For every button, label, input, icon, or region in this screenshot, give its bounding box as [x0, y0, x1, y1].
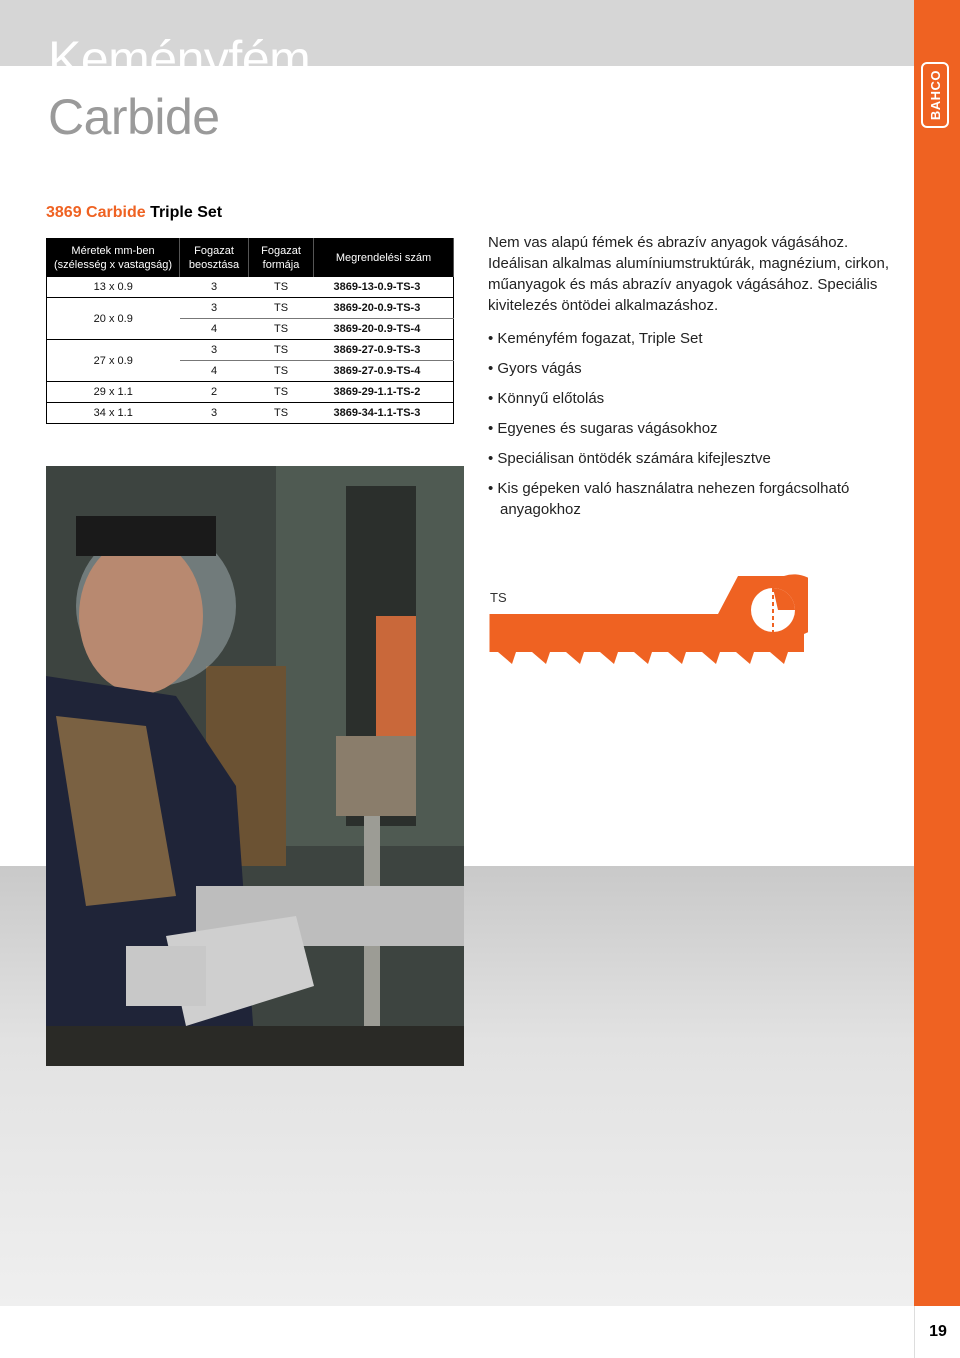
cell-order-code: 3869-20-0.9-TS-3: [314, 298, 454, 319]
specification-table: [46, 238, 454, 424]
header-size: Méretek mm-ben (szélesség x vastagság): [47, 239, 180, 278]
cell-size: 27 x 0.9: [47, 340, 180, 382]
cell-form: TS: [249, 277, 314, 298]
feature-item: • Speciálisan öntödék számára kifejlesztve: [488, 450, 771, 467]
cell-form: TS: [249, 340, 314, 361]
feature-item: • Kis gépeken való használatra nehezen forgácsolható anyagokhoz: [488, 480, 850, 518]
cell-spacing: 3: [180, 277, 249, 298]
cell-size: 20 x 0.9: [47, 298, 180, 340]
cell-size: 13 x 0.9: [47, 277, 180, 298]
cell-order-code: 3869-34-1.1-TS-3: [314, 403, 454, 424]
feature-item: • Keményfém fogazat, Triple Set: [488, 330, 703, 347]
cell-size: 29 x 1.1: [47, 382, 180, 403]
ts-tooth-profile-diagram: [488, 574, 808, 674]
page-title-hungarian: Keményfém: [48, 31, 311, 87]
feature-item: • Gyors vágás: [488, 360, 582, 377]
header-spacing: Fogazat beosztása: [180, 239, 249, 278]
orange-side-strip: [914, 0, 960, 1358]
section-title: [46, 204, 222, 222]
cell-spacing: 3: [180, 298, 249, 319]
cell-form: TS: [249, 382, 314, 403]
header-form: Fogazat formája: [249, 239, 314, 278]
page-title-english: Carbide: [48, 89, 220, 145]
table-row: [47, 277, 454, 298]
header-order-number: Megrendelési szám: [314, 239, 454, 278]
table-header-row: [47, 239, 454, 278]
cell-order-code: 3869-29-1.1-TS-2: [314, 382, 454, 403]
table-row: [47, 298, 454, 319]
worker-bandsaw-photo: [46, 466, 464, 1066]
cell-spacing: 3: [180, 403, 249, 424]
table-row: [47, 340, 454, 361]
cell-spacing: 4: [180, 361, 249, 382]
cell-order-code: 3869-13-0.9-TS-3: [314, 277, 454, 298]
cell-spacing: 2: [180, 382, 249, 403]
cell-form: TS: [249, 403, 314, 424]
cell-spacing: 3: [180, 340, 249, 361]
cell-form: TS: [249, 298, 314, 319]
blade-type-label: TS: [490, 590, 507, 605]
page-number: 19: [914, 1306, 960, 1358]
cell-size: 34 x 1.1: [47, 403, 180, 424]
cell-order-code: 3869-27-0.9-TS-4: [314, 361, 454, 382]
section-title-suffix: Triple Set: [150, 204, 223, 221]
section-title-prefix: 3869 Carbide: [46, 204, 146, 221]
table-row: [47, 403, 454, 424]
cell-spacing: 4: [180, 319, 249, 340]
cell-form: TS: [249, 361, 314, 382]
bahco-logo: BAHCO: [921, 62, 949, 128]
feature-item: • Könnyű előtolás: [488, 390, 605, 407]
product-description: Nem vas alapú fémek és abrazív anyagok vágásához. Ideálisan alkalmas alumíniumstruktúrák, magnézium, cirkon, műanyagok és más abrazív anyagok vágásához. Speciális kivitelezés öntödei alkalmazáshoz.: [488, 234, 889, 314]
cell-form: TS: [249, 319, 314, 340]
feature-item: • Egyenes és sugaras vágásokhoz: [488, 420, 718, 437]
table-row: [47, 382, 454, 403]
cell-order-code: 3869-27-0.9-TS-3: [314, 340, 454, 361]
cell-order-code: 3869-20-0.9-TS-4: [314, 319, 454, 340]
